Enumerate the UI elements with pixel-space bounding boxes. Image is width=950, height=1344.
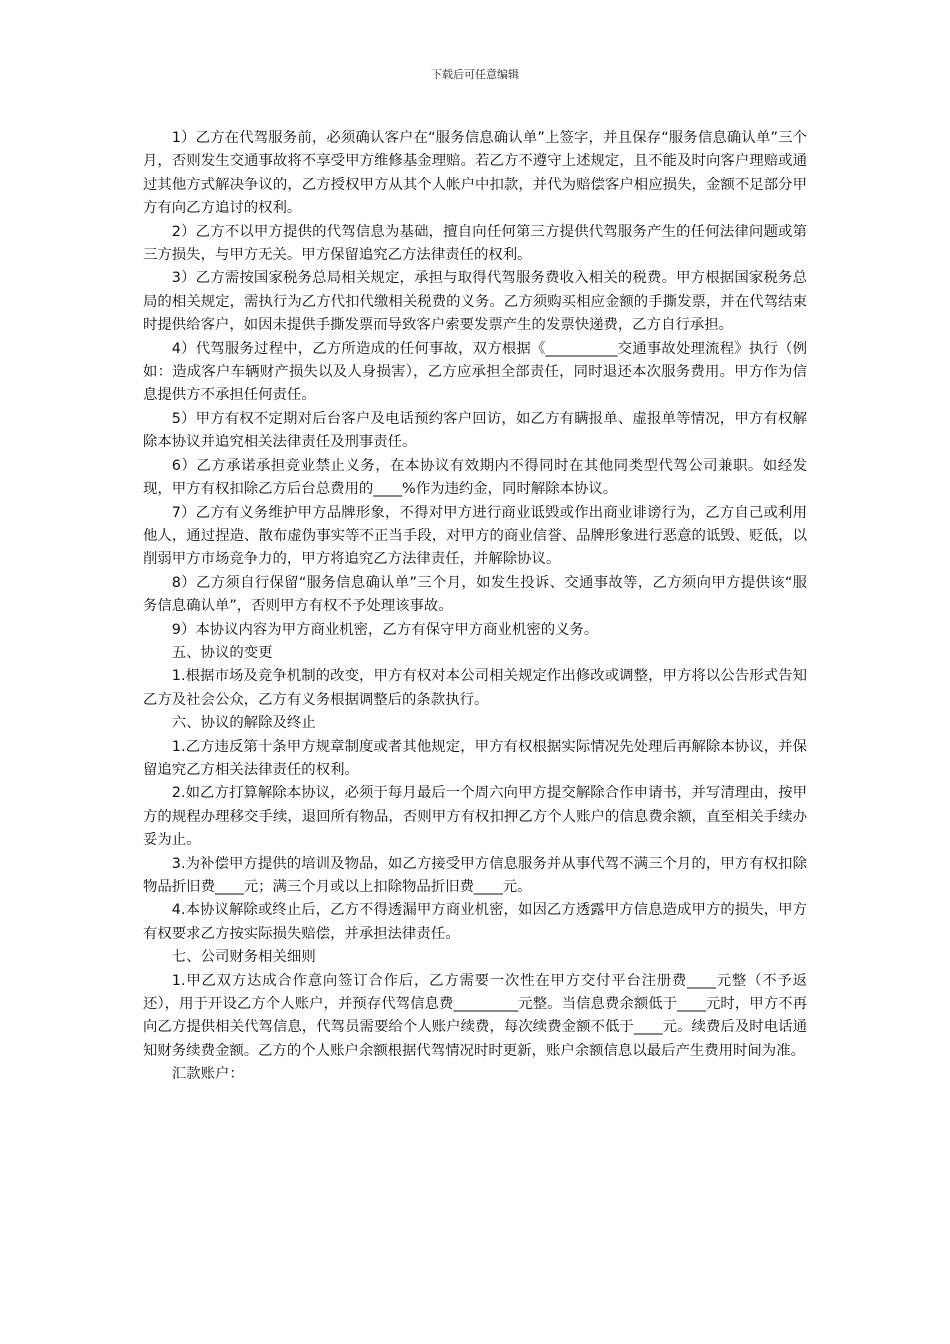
clause-5: 5）甲方有权不定期对后台客户及电话预约客户回访，如乙方有瞒报单、虚报单等情况，甲方有权解除本协议并追究相关法律责任及刑事责任。 xyxy=(143,410,807,451)
section-heading-5: 五、协议的变更 xyxy=(171,644,273,661)
clause-9: 9）本协议内容为甲方商业机密，乙方有保守甲方商业机密的义务。 xyxy=(171,621,599,638)
clause-7: 7）乙方有义务维护甲方品牌形象，不得对甲方进行商业诋毁或作出商业诽谤行为，乙方自己或利用他人，通过捏造、散布虚伪事实等不正当手段，对甲方的商业信誉、品牌形象进行恶意的诋毁、贬低，以削弱甲方市场竞争力的，甲方将追究乙方法律责任，并解除协议。 xyxy=(143,504,807,568)
section-6-item-4: 4.本协议解除或终止后，乙方不得透漏甲方商业机密，如因乙方透露甲方信息造成甲方的损失，甲方有权要求乙方按实际损失赔偿，并承担法律责任。 xyxy=(143,902,807,942)
section-6-item-3: 3.为补偿甲方提供的培训及物品，如乙方接受甲方信息服务并从事代驾不满三个月的，甲方有权扣除物品折旧费____元；满三个月或以上扣除物品折旧费____元。 xyxy=(143,855,807,895)
clause-8: 8）乙方须自行保留“服务信息确认单”三个月，如发生投诉、交通事故等，乙方须向甲方提供该“服务信息确认单”，否则甲方有权不予处理该事故。 xyxy=(143,574,807,615)
section-5-item-1: 1.根据市场及竞争机制的改变，甲方有权对本公司相关规定作出修改或调整，甲方将以公告形式告知乙方及社会公众，乙方有义务根据调整后的条款执行。 xyxy=(143,668,807,708)
section-heading-6: 六、协议的解除及终止 xyxy=(171,715,316,732)
clause-2: 2）乙方不以甲方提供的代驾信息为基础，擅自向任何第三方提供代驾服务产生的任何法律问题或第三方损失，与甲方无关。甲方保留追究乙方法律责任的权利。 xyxy=(143,223,807,264)
section-heading-7: 七、公司财务相关细则 xyxy=(171,949,316,966)
remittance-account-label: 汇款账户： xyxy=(171,1066,244,1083)
clause-4: 4）代驾服务过程中，乙方所造成的任何事故，双方根据《__________交通事故处理流程》执行（例如：造成客户车辆财产损失以及人身损害），乙方应承担全部责任，同时退还本次服务费用。甲方作为信息提供方不承担任何责任。 xyxy=(143,340,807,404)
clause-3: 3）乙方需按国家税务总局相关规定，承担与取得代驾服务费收入相关的税费。甲方根据国家税务总局的相关规定，需执行为乙方代扣代缴相关税费的义务。乙方须购买相应金额的手撕发票，并在代驾结束时提供给客户，如因未提供手撕发票而导致客户索要发票产生的发票快递费，乙方自行承担。 xyxy=(143,270,807,334)
document-body xyxy=(143,127,807,1087)
clause-6: 6）乙方承诺承担竞业禁止义务，在本协议有效期内不得同时在其他同类型代驾公司兼职。如经发现，甲方有权扣除乙方后台总费用的____%作为违约金，同时解除本协议。 xyxy=(143,457,807,498)
section-7-item-1: 1.甲乙双方达成合作意向签订合作后，乙方需要一次性在甲方交付平台注册费____元整（不予返还），用于开设乙方个人账户，并预存代驾信息费_________元整。当信息费余额低于____元时，甲方不再向乙方提供相关代驾信息，代驾员需要给个人账户续费，每次续费金额不低于____元。续费后及时电话通知财务续费金额。乙方的个人账户余额根据代驾情况时时更新，账户余额信息以最后产生费用时间为准。 xyxy=(143,972,807,1059)
page-header: 下载后可任意编辑 xyxy=(431,68,519,81)
section-6-item-1: 1.乙方违反第十条甲方规章制度或者其他规定，甲方有权根据实际情况先处理后再解除本协议，并保留追究乙方相关法律责任的权利。 xyxy=(143,738,807,778)
clause-1: 1）乙方在代驾服务前，必须确认客户在“服务信息确认单”上签字，并且保存“服务信息确认单”三个月，否则发生交通事故将不享受甲方维修基金理赔。若乙方不遵守上述规定，且不能及时向客户理赔或通过其他方式解决争议的，乙方授权甲方从其个人帐户中扣款，并代为赔偿客户相应损失，金额不足部分甲方有向乙方追讨的权利。 xyxy=(143,130,807,217)
section-6-item-2: 2.如乙方打算解除本协议，必须于每月最后一个周六向甲方提交解除合作申请书，并写清理由，按甲方的规程办理移交手续，退回所有物品，否则甲方有权扣押乙方个人账户的信息费余额，直至相关手续办妥为止。 xyxy=(143,785,807,849)
